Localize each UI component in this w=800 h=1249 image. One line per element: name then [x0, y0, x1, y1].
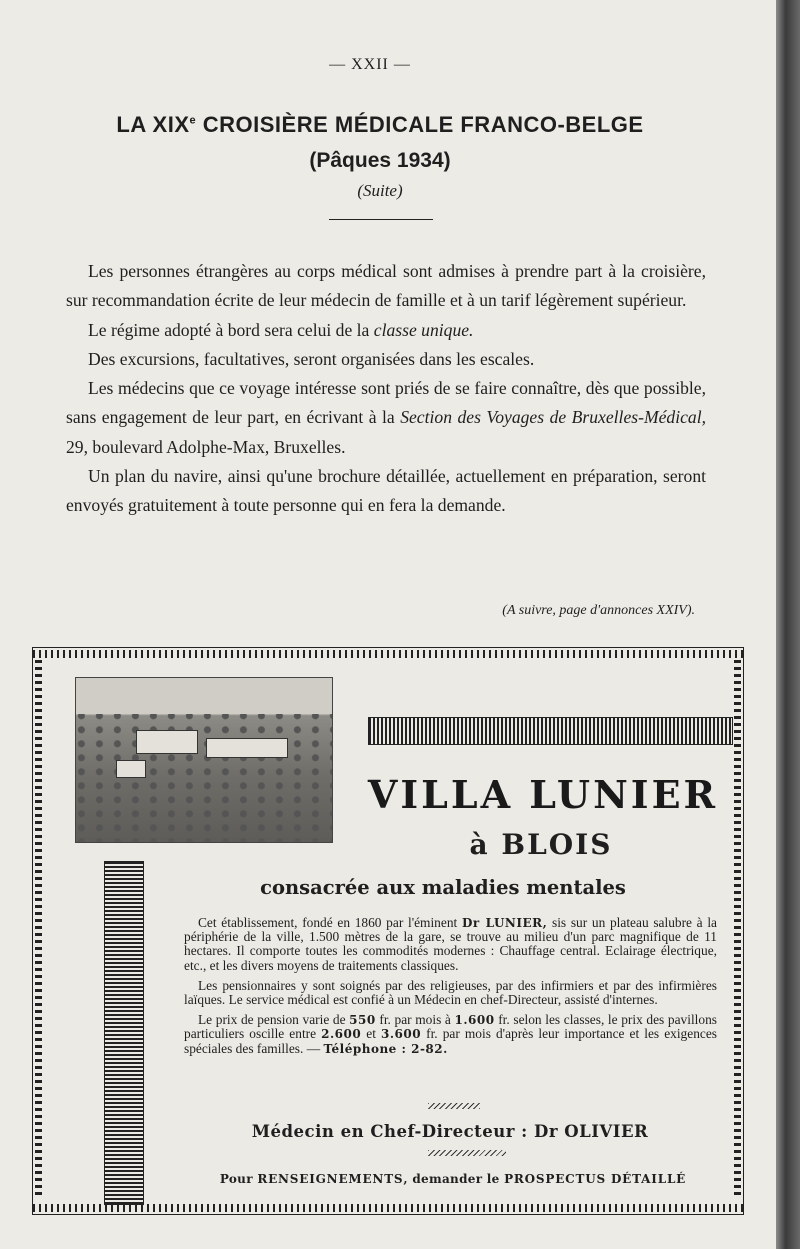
page-number: — XXII — — [329, 56, 411, 73]
ad-text: et — [361, 1026, 381, 1042]
paragraph-text: Le régime adopté à bord sera celui de la — [88, 319, 374, 340]
ad-bold: 2.600 — [321, 1027, 362, 1042]
advertisement — [32, 647, 744, 1215]
ad-text: fr. par mois à — [375, 1012, 455, 1028]
paragraph-emphasis: classe unique. — [373, 319, 474, 340]
ad-stripe-column — [104, 861, 144, 1205]
ad-text: fr. selon les classes, le prix des pavillons particuliers oscille entre — [184, 1012, 717, 1042]
paragraph — [66, 374, 706, 462]
ad-bold: 1.600 — [454, 1013, 495, 1028]
ad-name: VILLA LUNIER — [367, 772, 719, 817]
title-divider — [329, 219, 433, 220]
villa-photo — [75, 677, 333, 843]
footer-caps: PROSPECTUS DÉTAILLÉ — [504, 1172, 687, 1186]
paragraph-text: 29, boulevard Adolphe-Max, Bruxelles. — [66, 436, 346, 457]
ad-description — [184, 916, 717, 1062]
paragraph: Des excursions, facultatives, seront organisées dans les escales. — [88, 348, 535, 369]
article-title — [60, 112, 700, 138]
book-spine-edge — [776, 0, 800, 1249]
ad-bold: Dr LUNIER, — [461, 916, 548, 930]
ad-stripe-banner — [368, 717, 733, 745]
paragraph — [66, 316, 706, 345]
photo-building — [136, 730, 198, 754]
ad-bold: 3.600 — [380, 1027, 422, 1042]
article-subtitle: (Pâques 1934) — [309, 149, 451, 172]
ad-text: fr. par mois d'après leur importance et les exigences spéciales des familles. — — [184, 1026, 717, 1056]
article-suite-label: (Suite) — [357, 181, 403, 200]
ad-bold: 550 — [349, 1013, 376, 1028]
ad-paragraph — [184, 916, 717, 973]
ad-phone: Téléphone : 2-82. — [323, 1041, 448, 1056]
ad-paragraph: Les pensionnaires y sont soignés par des religieuses, par des infirmiers et par des infirmières laïques. Le service médical est confié à un Médecin en chef-Directeur, assisté d'internes. — [184, 977, 717, 1008]
ad-city: à BLOIS — [469, 828, 613, 861]
footer-text: , demander le — [403, 1172, 505, 1186]
paragraph: Un plan du navire, ainsi qu'une brochure détaillée, actuellement en préparation, seront envoyés gratuitement à toute personne qui en fera la demande. — [66, 466, 706, 516]
title-rest: CROISIÈRE MÉDICALE FRANCO-BELGE — [196, 112, 644, 137]
paragraph-emphasis: Section des Voyages de Bruxelles-Médical, — [400, 407, 707, 428]
ornament — [428, 1103, 480, 1109]
continuation-note: (A suivre, page d'annonces XXIV). — [502, 603, 695, 618]
article-body — [66, 257, 706, 521]
footer-text: Pour — [219, 1172, 258, 1186]
ad-text: Cet établissement, fondé en 1860 par l'éminent — [198, 915, 462, 930]
ad-text: sis sur un plateau salubre à la périphérie de la ville, 1.500 mètres de la gare, se trouve au milieu d'un parc magnifique de 11 hectares. Il comporte toutes les commodités modernes : Chauffage central. Eclairage électrique, etc., et les divers moyens de traitements classiques. — [184, 915, 717, 973]
paragraph-text: Les médecins que ce voyage intéresse sont priés de se faire connaître, dès que possible, sans engagement de leur part, en écrivant à la — [66, 378, 706, 428]
footer-caps: RENSEIGNEMENTS — [257, 1172, 404, 1186]
title-superscript: e — [189, 114, 197, 127]
ad-border-right — [734, 660, 741, 1198]
ad-text: Le prix de pension varie de — [198, 1012, 350, 1028]
ornament — [428, 1150, 506, 1156]
ad-footer — [183, 1172, 723, 1186]
photo-sky — [76, 678, 332, 714]
photo-building — [116, 760, 146, 778]
title-main: LA XIX — [116, 112, 190, 137]
ad-border-left — [35, 660, 42, 1198]
ad-paragraph — [184, 1013, 717, 1056]
ad-border-bottom — [33, 1204, 743, 1212]
ad-border-top — [33, 650, 743, 658]
photo-building — [206, 738, 288, 758]
ad-tagline: consacrée aux maladies mentales — [260, 876, 626, 899]
paragraph: Les personnes étrangères au corps médical sont admises à prendre part à la croisière, sur recommandation écrite de leur médecin de famille et à un tarif légèrement supérieur. — [66, 261, 706, 311]
ad-director: Médecin en Chef-Directeur : Dr OLIVIER — [251, 1122, 649, 1141]
